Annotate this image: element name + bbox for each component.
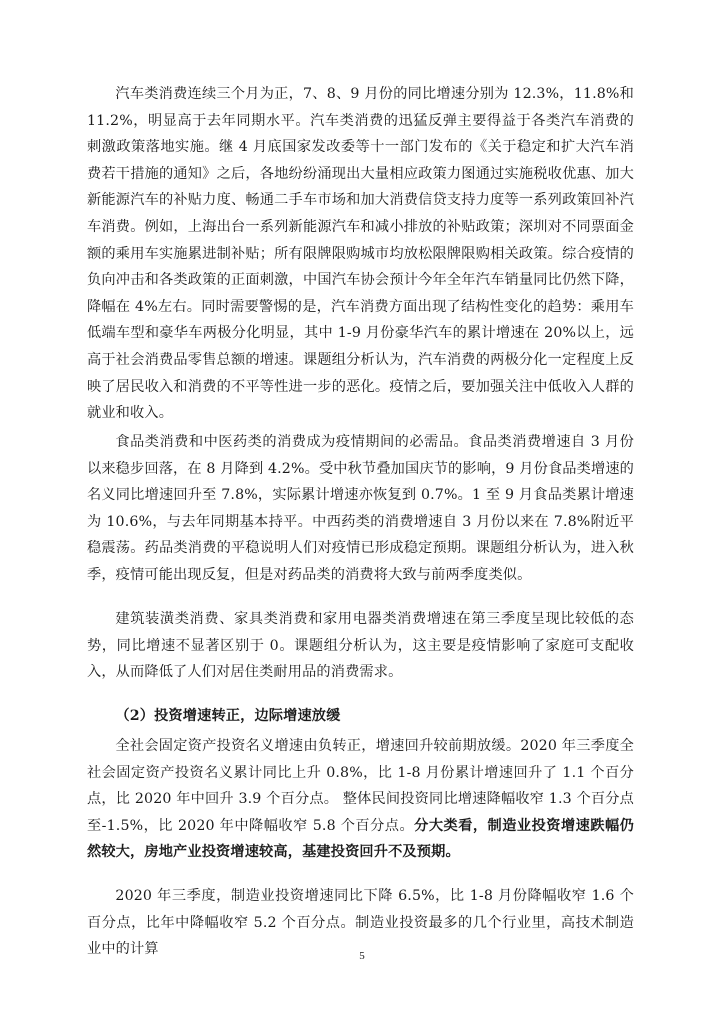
paragraph-building-furniture: 建筑装潢类消费、家具类消费和家用电器类消费增速在第三季度呈现比较低的态势，同比增速不显著区别于 0。课题组分析认为，这主要是疫情影响了家庭可支配收入，从而降低了人们对居住类耐用品的消费需求。 bbox=[87, 611, 634, 681]
paragraph-manufacturing: 2020 年三季度，制造业投资增速同比下降 6.5%，比 1-8 月份降幅收窄 1.6 个百分点，比年中降幅收窄 5.2 个百分点。制造业投资最多的几个行业里，高技术制造业中的计算 bbox=[87, 888, 634, 958]
paragraph-investment-bold: 分大类看，制造业投资增速跌幅仍然较大，房地产业投资增速较高，基建投资回升不及预期。 bbox=[87, 817, 634, 861]
paragraph-auto-consumption: 汽车类消费连续三个月为正，7、8、9 月份的同比增速分别为 12.3%，11.8%和 11.2%，明显高于去年同期水平。汽车类消费的迅猛反弹主要得益于各类汽车消费的刺激政策落地实施。继 4 月底国家发改委等十一部门发布的《关于稳定和扩大汽车消费若干措施的通知》之后，各地纷纷涌现出大量相应政策力图通过实施税收优惠、加大新能源汽车的补贴力度、畅通二手车市场和加大消费信贷支持力度等一系列政策回补汽车消费。例如，上海出台一系列新能源汽车和减小排放的补贴政策；深圳对不同票面金额的乘用车实施累进制补贴；所有限牌限购城市均放松限牌限购相关政策。综合疫情的负向冲击和各类政策的正面刺激，中国汽车协会预计今年全年汽车销量同比仍然下降，降幅在 4%左右。同时需要警惕的是，汽车消费方面出现了结构性变化的趋势：乘用车低端车型和豪华车两极分化明显，其中 1-9 月份豪华汽车的累计增速在 20%以上，远高于社会消费品零售总额的增速。课题组分析认为，汽车消费的两极分化一定程度上反映了居民收入和消费的不平等性进一步的恶化。疫情之后，要加强关注中低收入人群的就业和收入。 bbox=[87, 86, 634, 422]
page-number: 5 bbox=[359, 950, 365, 962]
paragraph-investment-text: 全社会固定资产投资名义增速由负转正，增速回升较前期放缓。2020 年三季度全社会固定资产投资名义累计同比上升 0.8%，比 1-8 月份累计增速回升了 1.1 个百分点，比 2020 年中回升 3.9 个百分点。 整体民间投资同比增速降幅收窄 1.3 个百分点至-1.5%，比 2020 年中降幅收窄 5.8 个百分点。 bbox=[87, 738, 634, 834]
paragraph-investment bbox=[87, 733, 634, 866]
paragraph-food-medicine: 食品类消费和中医药类的消费成为疫情期间的必需品。食品类消费增速自 3 月份以来稳步回落，在 8 月降到 4.2%。受中秋节叠加国庆节的影响，9 月份食品类增速的名义同比增速回升至 7.8%，实际累计增速亦恢复到 0.7%。1 至 9 月食品类累计增速为 10.6%，与去年同期基本持平。中西药类的消费增速自 3 月份以来在 7.8%附近平稳震荡。药品类消费的平稳说明人们对疫情已形成稳定预期。课题组分析认为，进入秋季，疫情可能出现反复，但是对药品类的消费将大致与前两季度类似。 bbox=[87, 434, 634, 583]
section-heading: （2）投资增速转正，边际增速放缓 bbox=[115, 708, 341, 724]
